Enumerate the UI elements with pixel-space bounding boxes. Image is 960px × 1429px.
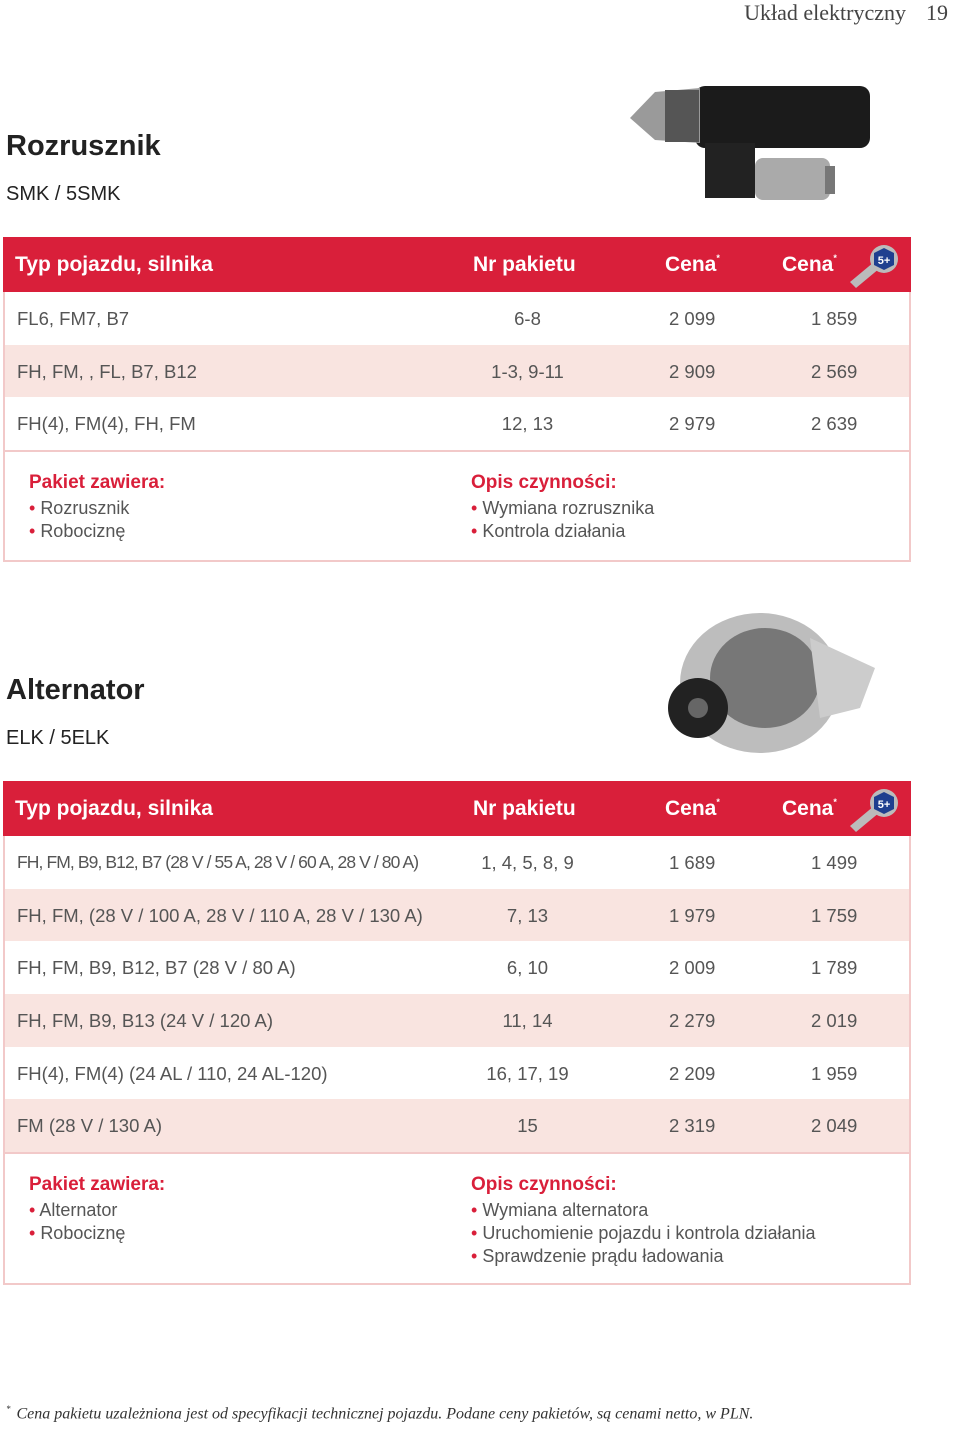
list-item: • Robociznę [29,1222,165,1245]
col-price-5plus: Cena [782,253,834,276]
cell-package: 12, 13 [501,413,554,435]
cell-price-5plus: 2 569 [811,360,858,382]
col-price-5plus: Cena [782,797,834,820]
col-vehicle: Typ pojazdu, silnika [15,253,213,276]
cell-price-5plus: 1 759 [811,904,858,926]
col-package: Nr pakietu [473,797,576,820]
cell-price-5plus: 2 019 [811,1010,858,1032]
cell-vehicle: FH, FM, , FL, B7, B12 [17,360,197,382]
cell-price: 2 909 [669,360,716,382]
cell-price-5plus: 1 859 [811,308,858,329]
cell-package: 1-3, 9-11 [491,360,564,382]
footnote [6,1404,753,1423]
cell-vehicle: FH, FM, B9, B12, B7 (28 V / 55 A, 28 V / 60 A, 28 V / 80 A) [17,852,419,872]
starter-code: SMK / 5SMK [6,183,121,205]
list-item: • Robociznę [29,520,165,543]
alternator-code: ELK / 5ELK [6,727,110,749]
list-item: • Wymiana rozrusznika [471,497,654,520]
cell-price: 2 319 [669,1115,716,1137]
cell-price: 1 979 [669,904,716,926]
cell-vehicle: FH, FM, B9, B12, B7 (28 V / 80 A) [17,957,296,979]
table-row [5,1047,909,1100]
footnote-text: Cena pakietu uzależniona jest od specyfikacji technicznej pojazdu. Podane ceny pakietów, są cenami netto, w PLN. [16,1405,754,1423]
list-item: • Uruchomienie pojazdu i kontrola działania [471,1222,816,1245]
cell-vehicle: FH(4), FM(4), FH, FM [17,413,196,435]
cell-price: 2 009 [669,957,716,979]
starter-motor-image [625,78,885,210]
table-row [5,836,909,889]
wrench-5plus-icon [846,242,902,288]
cell-package: 6, 10 [506,957,549,979]
page-number: 19 [926,0,948,25]
cell-package: 11, 14 [502,1010,553,1032]
cell-package: 15 [517,1115,538,1137]
cell-package: 6-8 [514,308,541,329]
page-header [744,0,948,26]
cell-vehicle: FH, FM, B9, B13 (24 V / 120 A) [17,1010,274,1032]
cell-price: 2 099 [669,308,716,329]
starter-info [5,450,909,560]
wrench-5plus-icon [846,786,902,832]
starter-title: Rozrusznik [6,130,161,162]
alternator-title: Alternator [6,674,145,706]
alternator-info [5,1152,909,1283]
cell-price-5plus: 2 639 [811,413,858,435]
starter-table [3,237,911,562]
cell-package: 16, 17, 19 [486,1062,569,1084]
col-price: Cena [665,253,717,276]
cell-price: 2 279 [669,1010,716,1032]
alternator-table [3,781,911,1285]
list-item: • Rozrusznik [29,497,165,520]
list-item: • Wymiana alternatora [471,1199,816,1222]
cell-price-5plus: 1 789 [811,957,858,979]
cell-price: 1 689 [669,852,716,873]
table-row [5,397,909,450]
asterisk: * [716,253,720,263]
alternator-image [660,598,885,760]
table-row [5,941,909,994]
table-row [5,889,909,942]
list-item: • Kontrola działania [471,520,654,543]
cell-vehicle: FL6, FM7, B7 [17,308,130,329]
cell-package: 7, 13 [506,904,549,926]
cell-package: 1, 4, 5, 8, 9 [481,852,574,873]
section-name: Układ elektryczny [744,0,906,25]
list-item: • Alternator [29,1199,165,1222]
ops-title: Opis czynności: [471,1174,617,1196]
table-header: Typ pojazdu, silnika Nr pakietu Cena* Cena* 5+ [3,781,911,836]
badge-text: 5+ [877,255,891,267]
col-vehicle: Typ pojazdu, silnika [15,797,213,820]
table-row [5,292,909,345]
cell-price: 2 979 [669,413,716,435]
cell-price-5plus: 1 959 [811,1062,858,1084]
cell-vehicle: FH, FM, (28 V / 100 A, 28 V / 110 A, 28 V / 130 A) [17,904,423,926]
badge-text: 5+ [877,799,891,811]
includes-title: Pakiet zawiera: [29,472,166,494]
col-package: Nr pakietu [473,253,576,276]
cell-price: 2 209 [669,1062,716,1084]
footnote-mark: * [6,1404,11,1414]
cell-price-5plus: 1 499 [811,852,858,873]
list-item: • Sprawdzenie prądu ładowania [471,1245,816,1268]
cell-vehicle: FH(4), FM(4) (24 AL / 110, 24 AL-120) [17,1062,328,1084]
cell-vehicle: FM (28 V / 130 A) [17,1115,162,1137]
includes-title: Pakiet zawiera: [29,1174,166,1196]
ops-title: Opis czynności: [471,472,617,494]
table-row [5,345,909,398]
table-header: Typ pojazdu, silnika Nr pakietu Cena* Cena* 5+ [3,237,911,292]
cell-price-5plus: 2 049 [811,1115,858,1137]
col-price: Cena [665,797,717,820]
table-row [5,994,909,1047]
table-row [5,1099,909,1152]
